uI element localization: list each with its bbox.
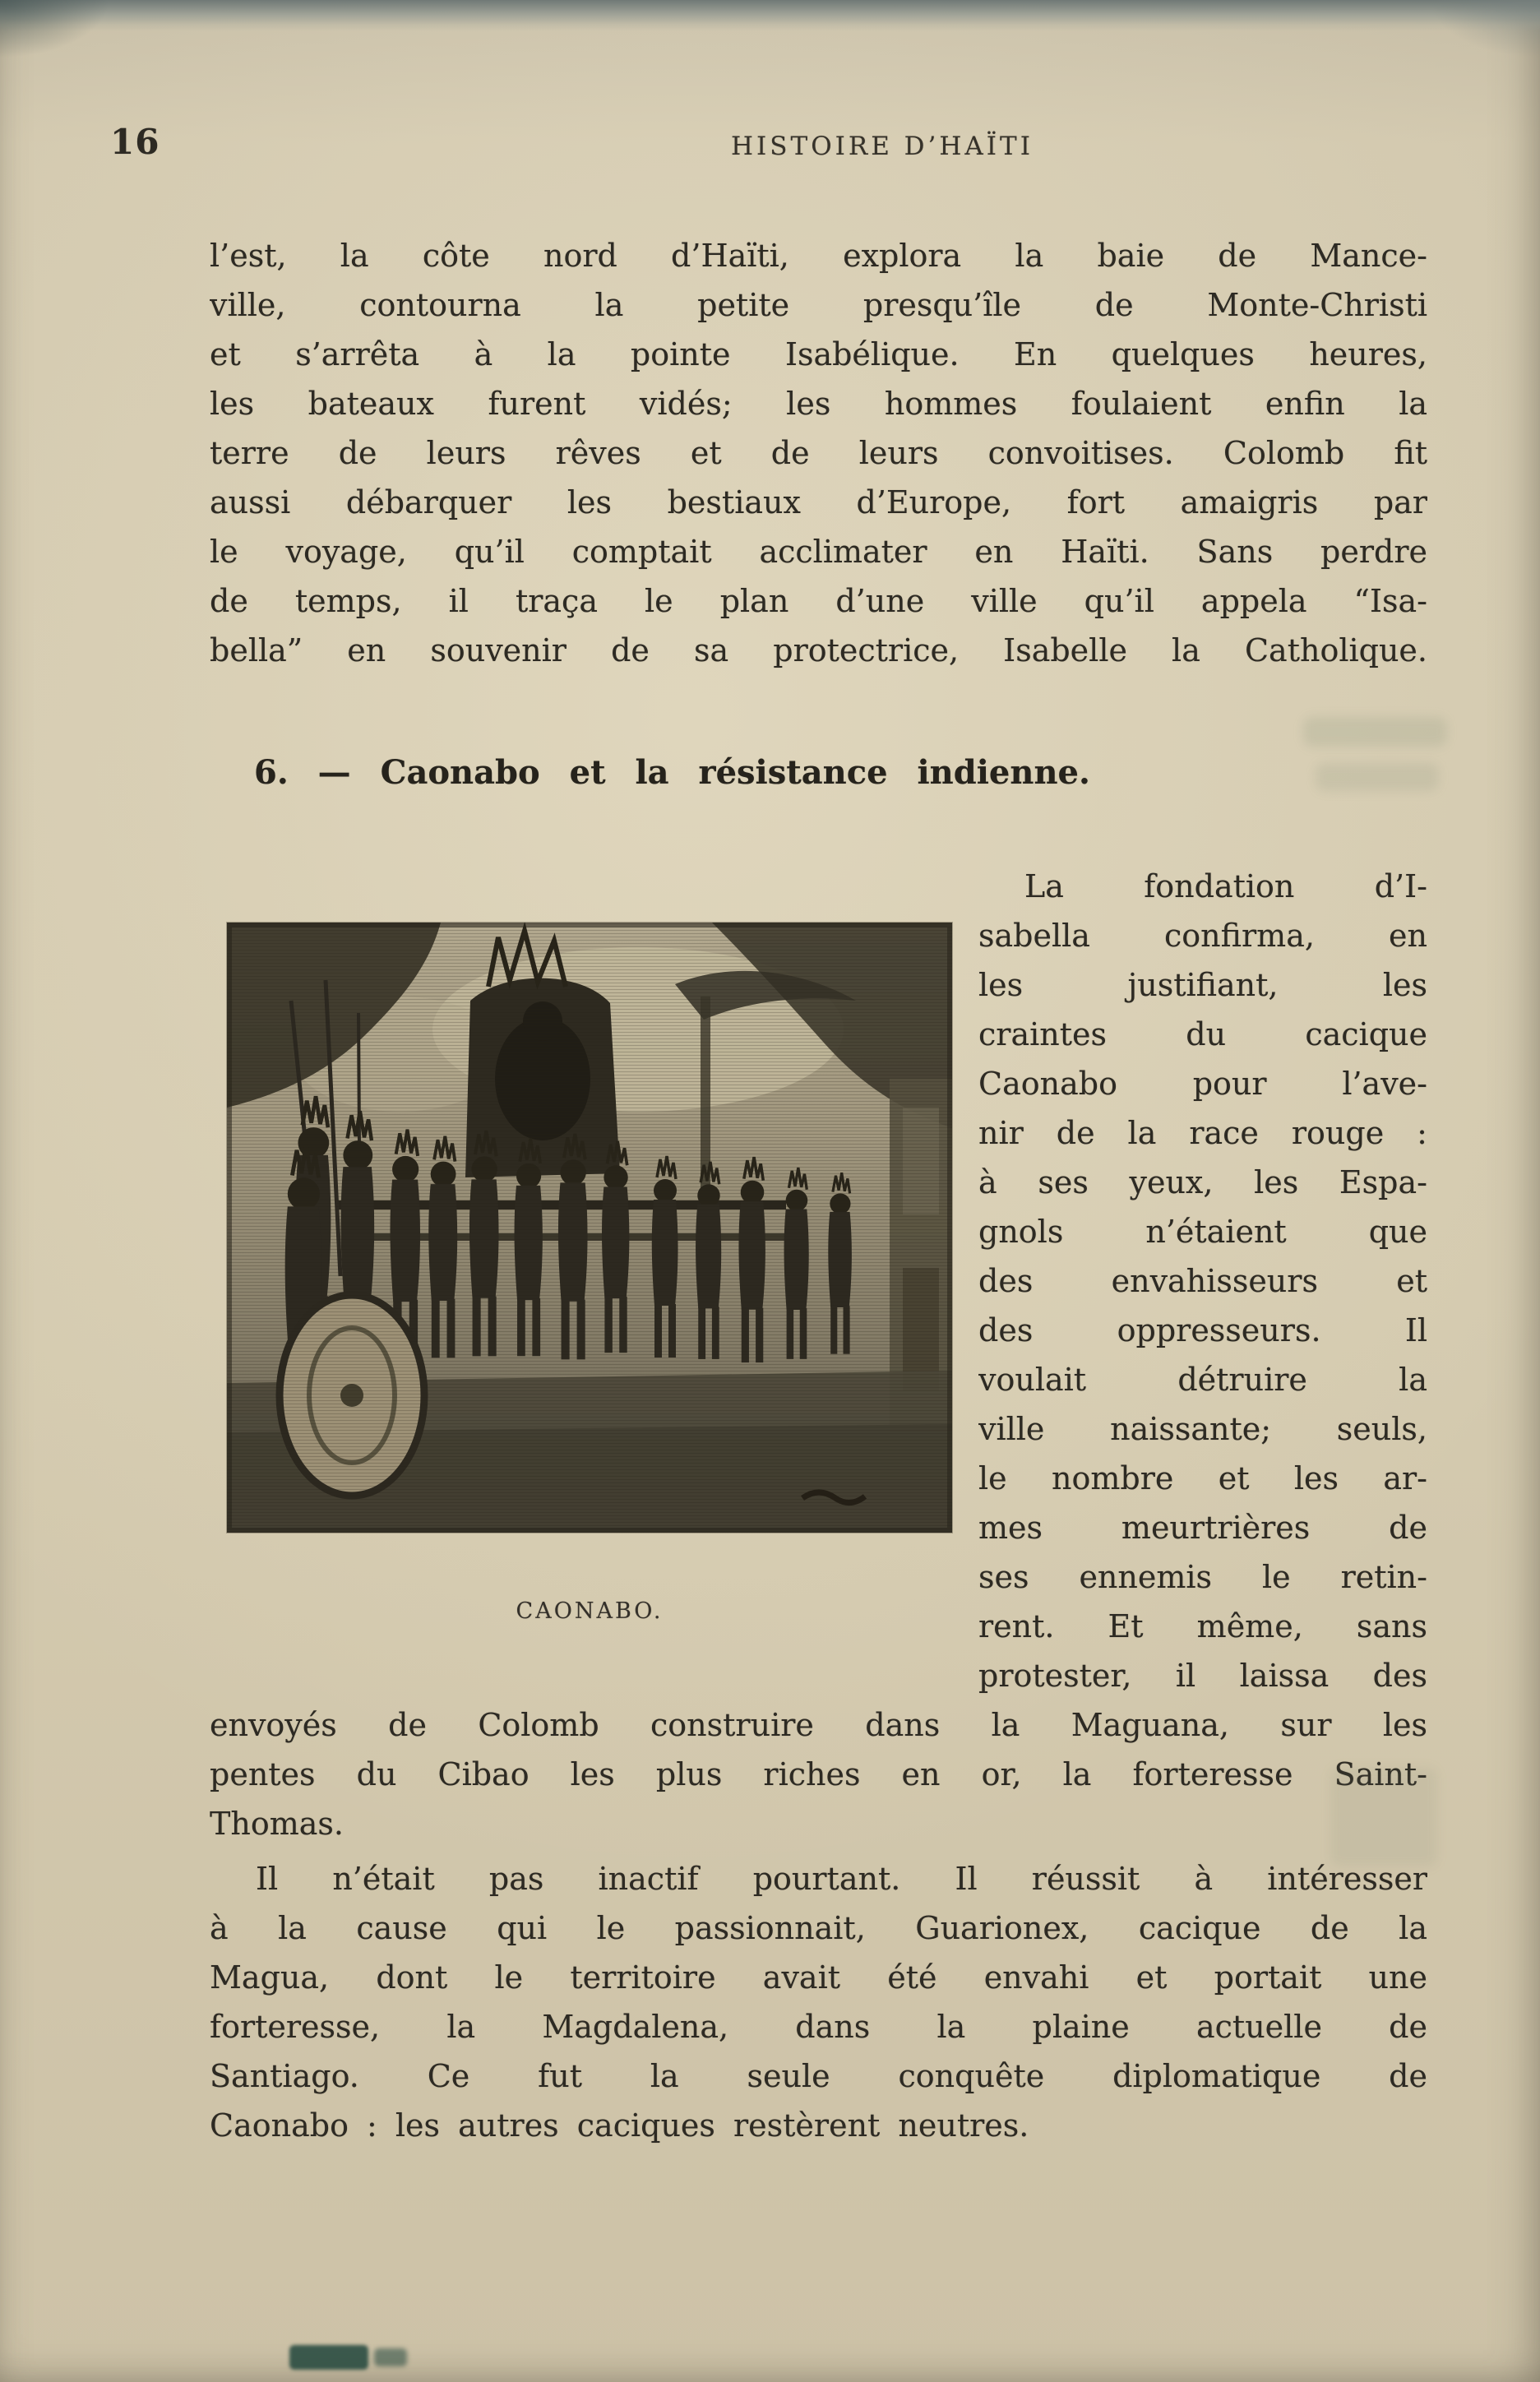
ink-smudge: [374, 2348, 407, 2366]
engraving-illustration: [227, 923, 952, 1533]
scan-corner-right: [1384, 0, 1540, 82]
text-line: ville naissante; seuls,: [978, 1411, 1427, 1447]
text-line: et s’arrêta à la pointe Isabélique. En quelques heures,: [210, 336, 1427, 372]
text-line: Caonabo : les autres caciques restèrent neutres.: [210, 2107, 1029, 2144]
text-line: La fondation d’I-: [1024, 868, 1427, 904]
text-line: l’est, la côte nord d’Haïti, explora la baie de Mance-: [210, 238, 1427, 274]
text-line: mes meurtrières de: [978, 1510, 1427, 1546]
text-line: rent. Et même, sans: [978, 1608, 1427, 1644]
closing-paragraph: [210, 1854, 1427, 2150]
caonabo-paragraph-continuation: [210, 1700, 1427, 1848]
text-line: ville, contourna la petite presqu’île de Monte-Christi: [210, 287, 1427, 323]
text-line: de temps, il traça le plan d’une ville qu’il appela “Isa-: [210, 583, 1427, 619]
text-line: Magua, dont le territoire avait été envahi et portait une: [210, 1959, 1427, 1996]
running-title: HISTOIRE D’HAÏTI: [731, 132, 1034, 161]
page-number: 16: [110, 122, 160, 162]
scan-edge-strip: [0, 0, 1540, 31]
caonabo-paragraph-column: [978, 862, 1427, 1700]
text-line: voulait détruire la: [978, 1362, 1427, 1398]
text-line: craintes du cacique: [978, 1016, 1427, 1052]
scan-corner-left: [0, 0, 156, 82]
text-line: forteresse, la Magdalena, dans la plaine actuelle de: [210, 2009, 1427, 2045]
text-line: bella” en souvenir de sa protectrice, Isabelle la Catholique.: [210, 632, 1427, 668]
text-line: le voyage, qu’il comptait acclimater en Haïti. Sans perdre: [210, 534, 1427, 570]
text-line: à ses yeux, les Espa-: [978, 1164, 1427, 1200]
figure-caption: CAONABO.: [516, 1598, 664, 1624]
text-line: gnols n’étaient que: [978, 1214, 1427, 1250]
text-line: envoyés de Colomb construire dans la Maguana, sur les: [210, 1707, 1427, 1743]
text-line: Il n’était pas inactif pourtant. Il réussit à intéresser: [256, 1861, 1427, 1897]
text-line: les justifiant, les: [978, 967, 1427, 1003]
text-line: Santiago. Ce fut la seule conquête diplomatique de: [210, 2058, 1427, 2094]
text-line: Thomas.: [210, 1806, 344, 1842]
section-heading: 6. — Caonabo et la résistance indienne.: [254, 753, 1090, 792]
ink-smudge: [289, 2345, 368, 2370]
caonabo-engraving: [227, 923, 952, 1533]
text-line: des oppresseurs. Il: [978, 1312, 1427, 1348]
text-line: ses ennemis le retin-: [978, 1559, 1427, 1595]
show-through-smudge: [1303, 717, 1447, 747]
text-line: Caonabo pour l’ave-: [978, 1066, 1427, 1102]
text-line: nir de la race rouge :: [978, 1115, 1427, 1151]
text-line: sabella confirma, en: [978, 918, 1427, 954]
text-line: le nombre et les ar-: [978, 1460, 1427, 1496]
text-line: terre de leurs rêves et de leurs convoitises. Colomb fit: [210, 435, 1427, 471]
text-line: protester, il laissa des: [978, 1658, 1427, 1694]
text-line: à la cause qui le passionnait, Guarionex, cacique de la: [210, 1910, 1427, 1946]
show-through-smudge: [1330, 1768, 1437, 1866]
show-through-smudge: [1316, 763, 1439, 791]
text-line: les bateaux furent vidés; les hommes foulaient enfin la: [210, 386, 1427, 422]
text-line: pentes du Cibao les plus riches en or, la forteresse Saint-: [210, 1756, 1427, 1792]
intro-paragraph: [210, 231, 1427, 675]
text-line: des envahisseurs et: [978, 1263, 1427, 1299]
text-line: aussi débarquer les bestiaux d’Europe, fort amaigris par: [210, 484, 1427, 520]
